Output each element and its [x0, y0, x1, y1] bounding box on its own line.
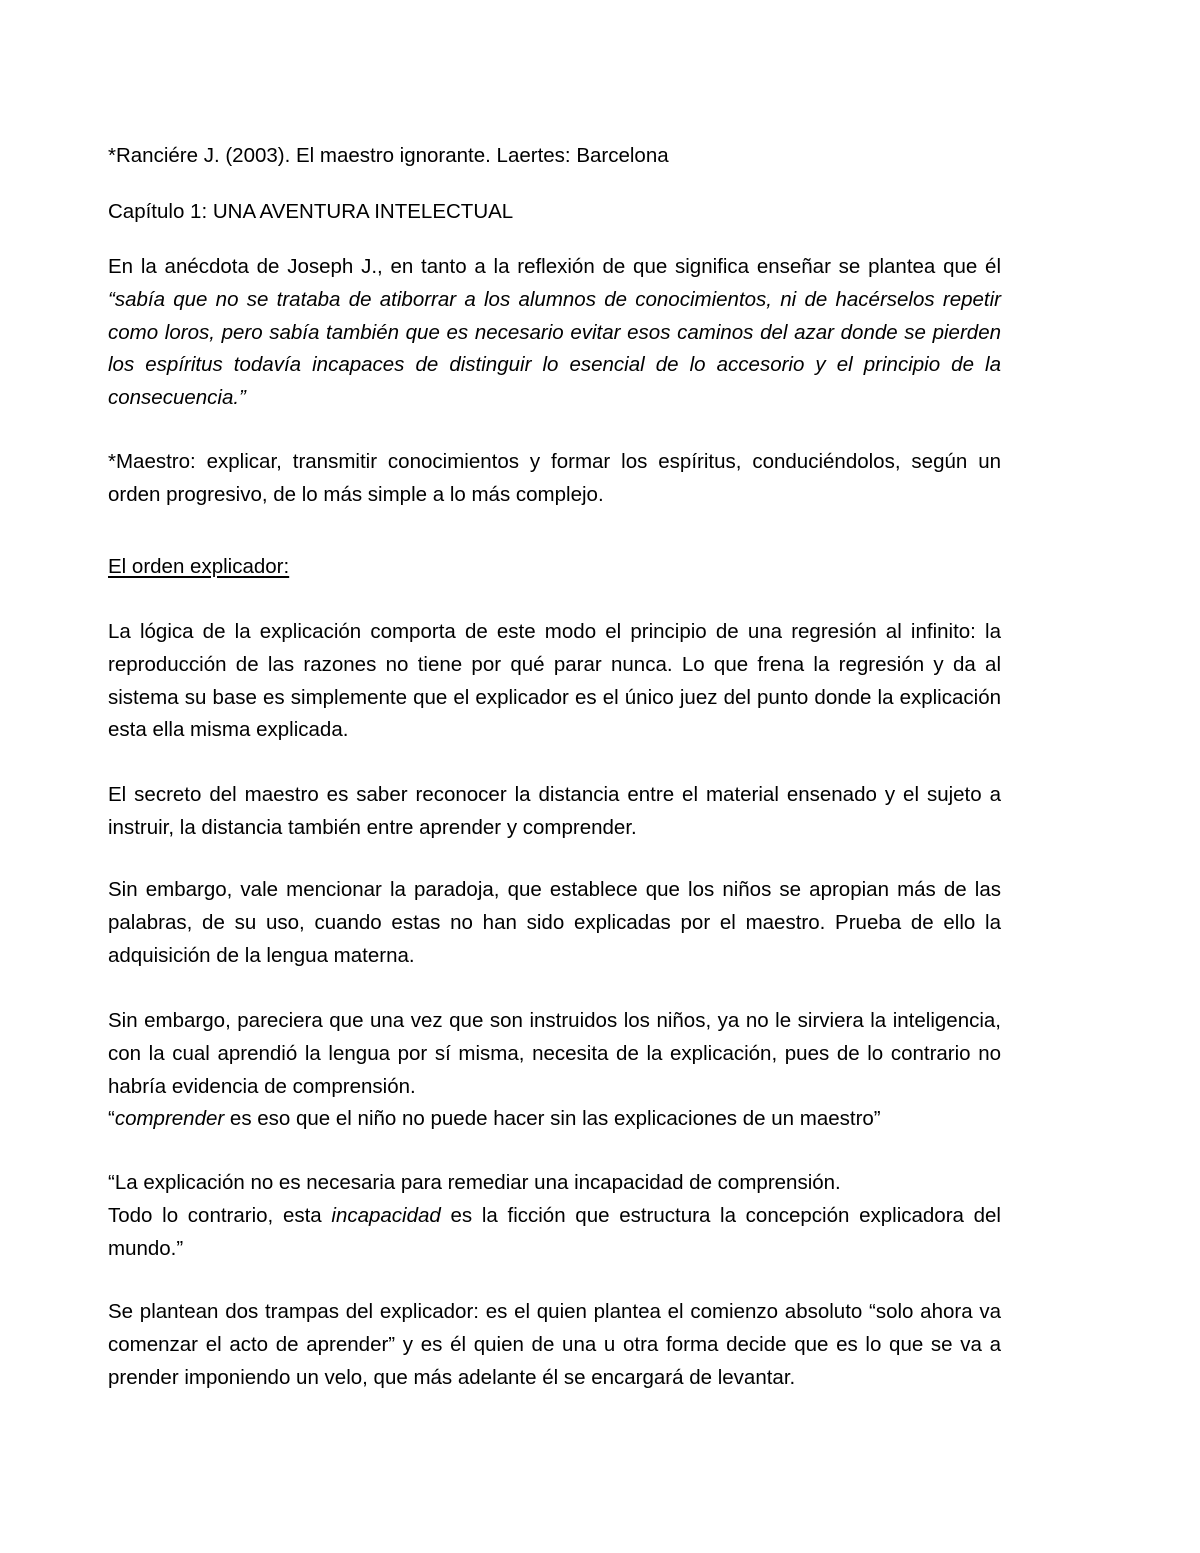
paragraph-joseph-anecdote: [108, 251, 1001, 415]
paragraph-maestro-definition: *Maestro: explicar, transmitir conocimientos y formar los espíritus, conduciéndolos, según un orden progresivo, de lo más simple a lo más complejo.: [108, 450, 1001, 506]
paragraph-teacher-secret: El secreto del maestro es saber reconocer la distancia entre el material ensenado y el sujeto a instruir, la distancia también entre aprender y comprender.: [108, 783, 1001, 839]
chapter-heading: Capítulo 1: UNA AVENTURA INTELECTUAL: [108, 200, 514, 223]
comprender-quote: [108, 1103, 1001, 1136]
paragraph-explanation-logic: La lógica de la explicación comporta de este modo el principio de una regresión al infinito: la reproducción de las razones no tiene por qué parar nunca. Lo que frena la regresión y da al sistema su base es simplemente que el explicador es el único juez del punto donde la explicación esta ella misma explicada.: [108, 620, 1001, 742]
paragraph-explicator-traps: Se plantean dos trampas del explicador: es el quien plantea el comienzo absoluto “solo ahora va comenzar el acto de aprender” y es él quien de una u otra forma decide que es lo que se va a prender imponiendo un velo, que más adelante él se encargará de levantar.: [108, 1300, 1001, 1389]
bibliographic-reference: *Ranciére J. (2003). El maestro ignorante. Laertes: Barcelona: [108, 144, 669, 167]
comprender-rest: es eso que el niño no puede hacer sin las explicaciones de un maestro”: [224, 1107, 881, 1131]
paragraph-paradox: Sin embargo, vale mencionar la paradoja, que establece que los niños se apropian más de las palabras, de su uso, cuando estas no han sido explicadas por el maestro. Prueba de ello la adquisición de la lengua materna.: [108, 878, 1001, 967]
quote-open-mark: “: [108, 1107, 115, 1131]
line-2-start: Todo lo contrario, esta: [108, 1203, 332, 1227]
explanation-quote-line-1: “La explicación no es necesaria para remediar una incapacidad de comprensión.: [108, 1171, 841, 1194]
paragraph-intro-text: En la anécdota de Joseph J., en tanto a la reflexión de que significa enseñar se plantea que él: [108, 255, 1001, 278]
line-2-end: es la ficción que estructura la concepción explicadora del mundo.”: [108, 1203, 1001, 1260]
section-heading: [108, 551, 1001, 584]
intelligence-text: Sin embargo, pareciera que una vez que son instruidos los niños, ya no le sirviera la inteligencia, con la cual aprendió la lengua por sí misma, necesita de la explicación, pues de lo contrario no habría evidencia de comprensión.: [108, 1009, 1001, 1098]
explanation-quote-line-2: [108, 1200, 1001, 1266]
paragraph-intelligence: [108, 1005, 1001, 1136]
joseph-quote: “sabía que no se trataba de atiborrar a los alumnos de conocimientos, ni de hacérselos repetir como loros, pero sabía también que es necesario evitar esos caminos del azar donde se pierden los espíritus todavía incapaces de distinguir lo esencial de lo accesorio y el principio de la consecuencia.”: [108, 287, 1001, 410]
comprender-italic: comprender: [114, 1107, 225, 1131]
incapacidad-italic: incapacidad: [331, 1203, 441, 1227]
paragraph-explanation-quote: [108, 1167, 1001, 1265]
section-heading-text: El orden explicador:: [108, 555, 290, 578]
